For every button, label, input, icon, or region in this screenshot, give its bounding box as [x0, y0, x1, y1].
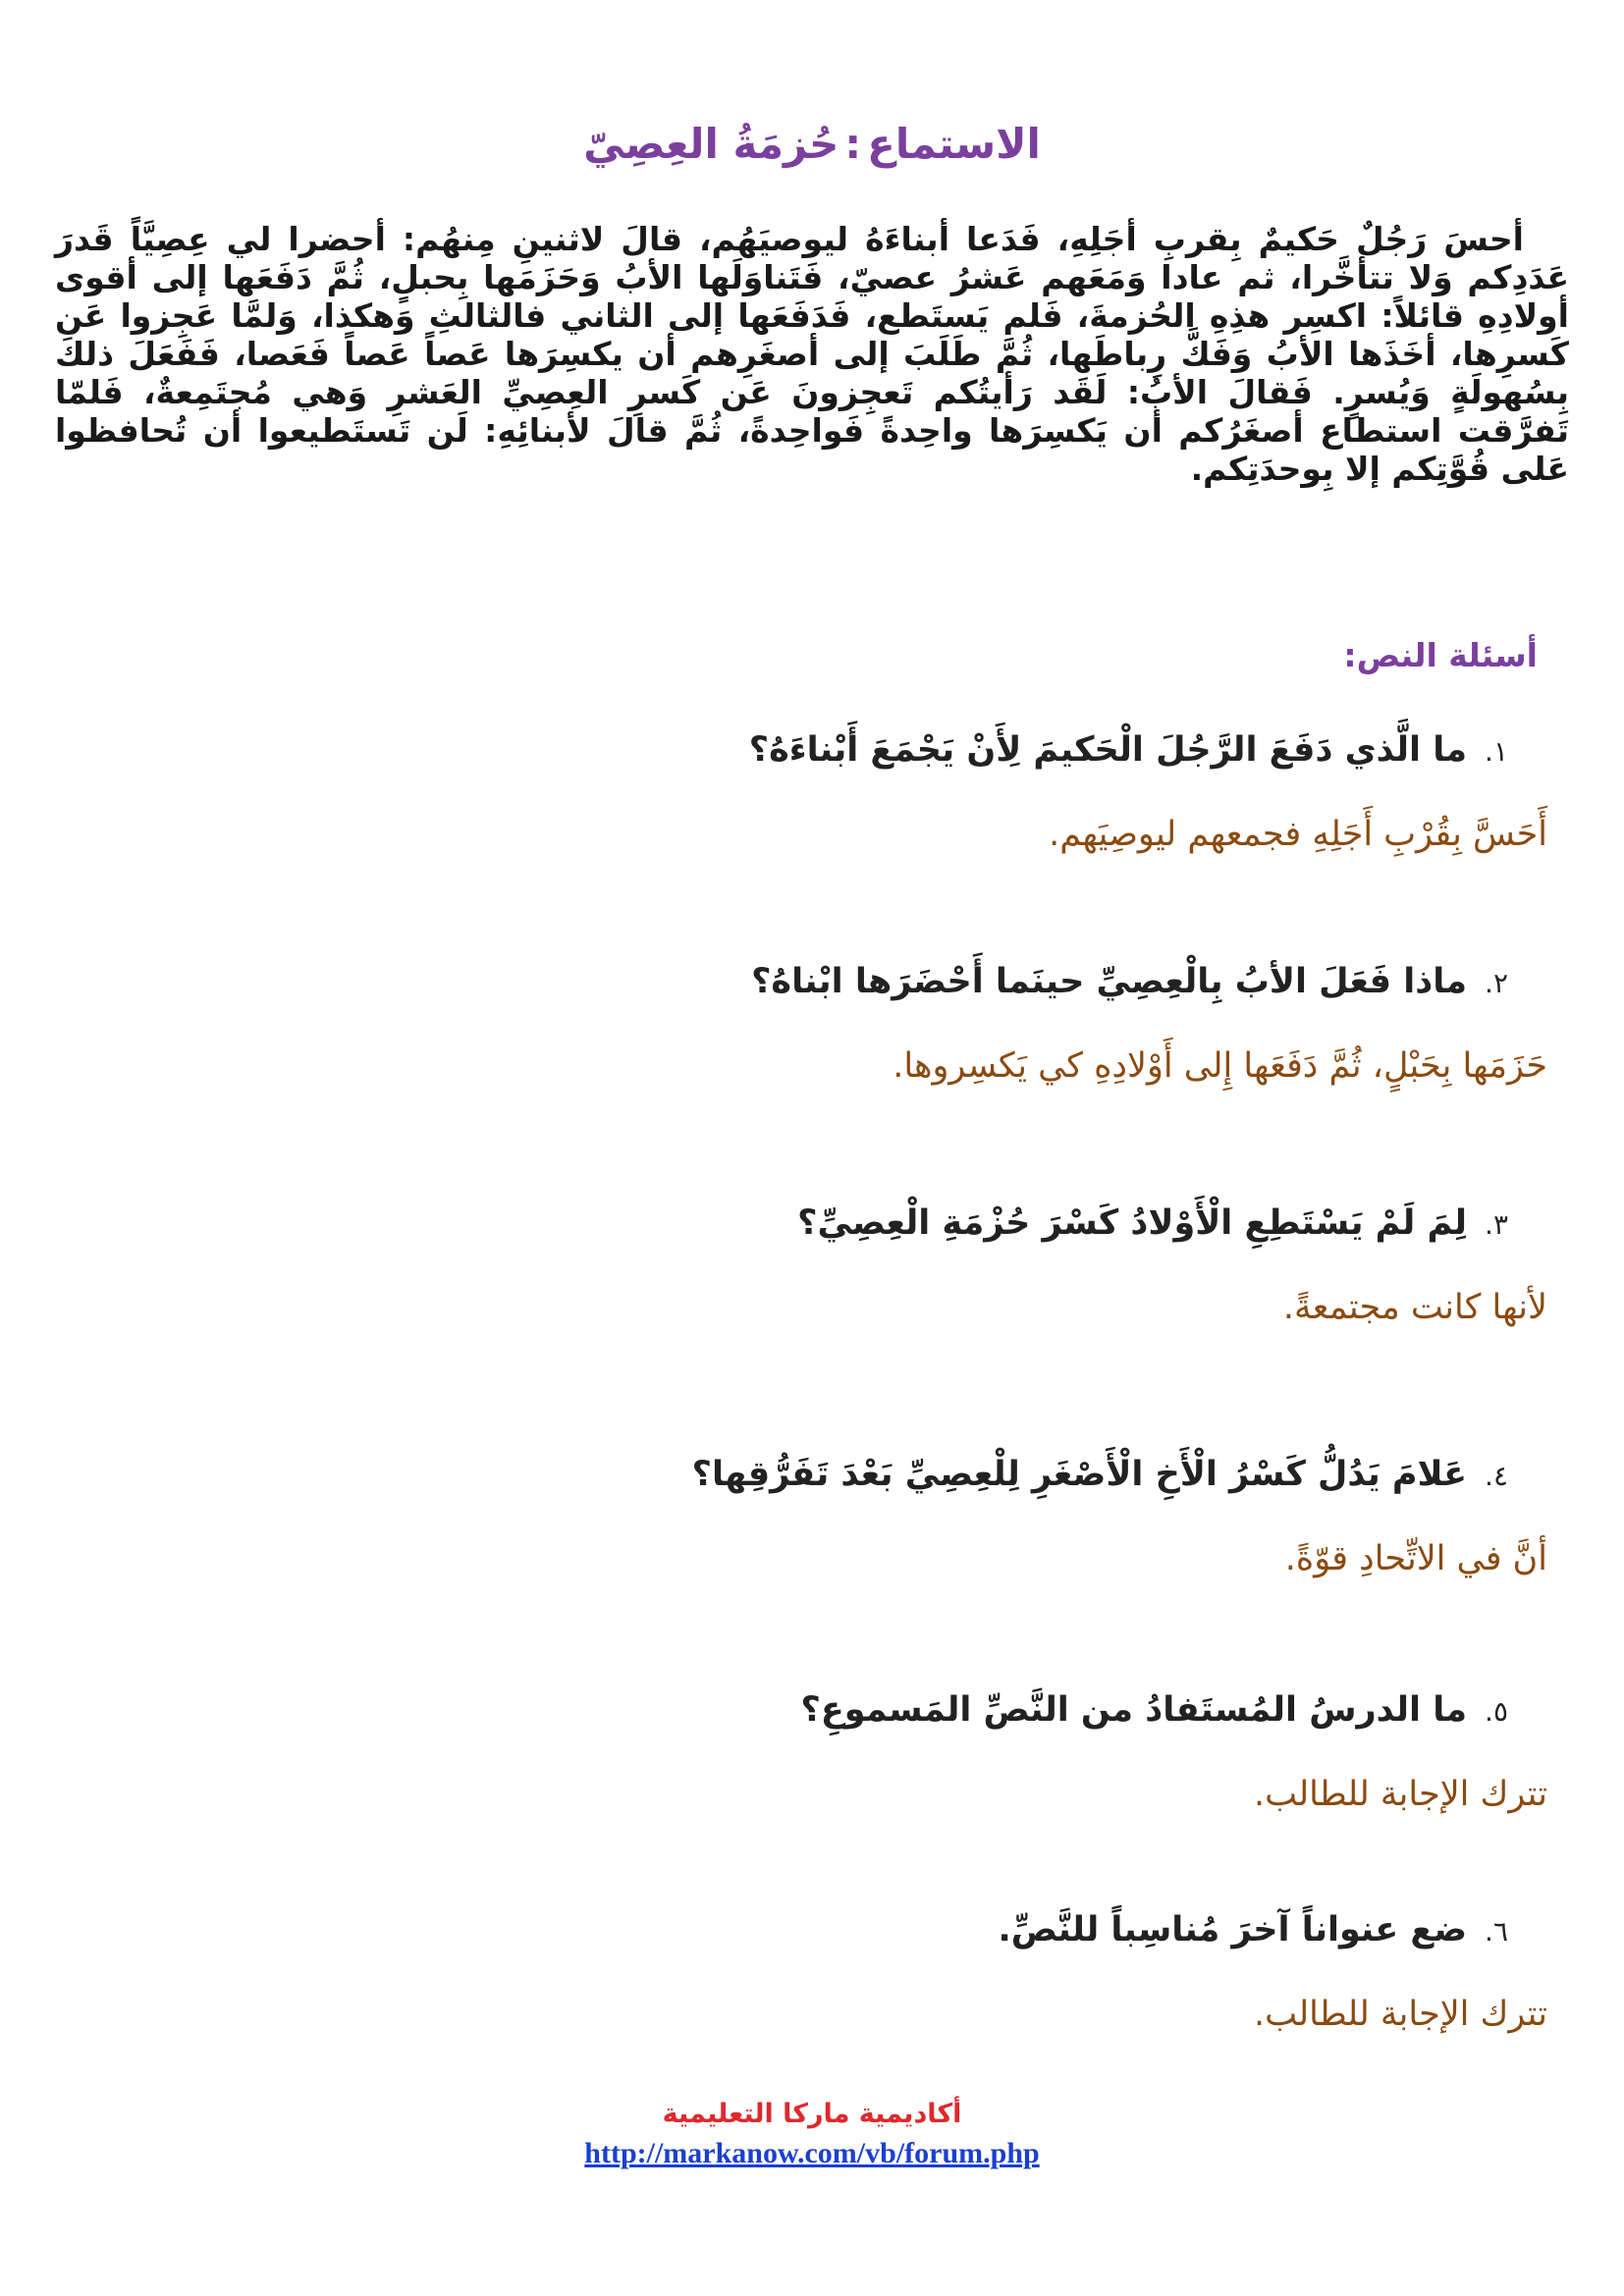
- question-4: [116, 1455, 1547, 1578]
- question-1: [116, 730, 1547, 854]
- question-label: ما الَّذي دَفَعَ الرَّجُلَ الْحَكيمَ لِأَنْ يَجْمَعَ أَبْناءَهُ؟: [748, 730, 1468, 770]
- question-6: [116, 1910, 1547, 2034]
- title-label: الاستماع: [867, 120, 1041, 168]
- question-label: ما الدرسُ المُستَفادُ من النَّصِّ المَسموعِ؟: [800, 1690, 1468, 1730]
- footer-organization: أكاديمية ماركا التعليمية: [662, 2099, 962, 2129]
- question-label: ماذا فَعَلَ الأبُ بِالْعِصِيِّ حينَما أَحْضَرَها ابْناهُ؟: [751, 962, 1468, 1001]
- story-passage: [55, 220, 1569, 488]
- question-number: ٣.: [1485, 1208, 1508, 1241]
- question-3: [116, 1203, 1547, 1327]
- passage-paragraph: أحسَ رَجُلٌ حَكيمٌ بِقربِ أجَلِهِ، فَدَعا أبناءَهُ ليوصيَهُم، قالَ لاثنينِ مِنهُم: أحضرا لي عِصِيَّاً قَدرَ عَدَدِكم وَلا تتأخَّرا، ثم عادا وَمَعَهم عَشرُ عصيّ، فَتَناوَلَها الأبُ وَحَزَمَها بِحبلٍ، ثُمَّ دَفَعَها إلى أقوى أولادِهِ قائلاً: اكسِر هذِهِ الحُزمةَ، فَلم يَستَطع، فَدَفَعَها إلى الثاني فالثالثِ وَهكذا، وَلمَّا عَجِزوا عَن كَسرِها، أخَذَها الأبُ وَفَكَّ رِباطَها، ثُمَّ طَلَبَ إلى أصغَرِهم أن يكسِرَها عَصاً عَصاً فَعَصا، فَفَعَلَ ذلكَ بِسُهولَةٍ وَيُسرٍ. فَقالَ الأبُ: لَقَد رَأيتُكم تَعجِزونَ عَن كَسرِ العِصِيِّ العَشرِ وَهي مُجتَمِعةٌ، فَلمّا تَفرَّقت استطاع أصغَرُكم أن يَكسِرَها واحِدةً فَواحِدةً، ثُمَّ قالَ لأبنائِهِ: لَن تَستَطيعوا أن تُحافظوا عَلى قُوَّتِكم إلا بِوحدَتِكم.: [55, 220, 1569, 488]
- question-number: ٤.: [1485, 1460, 1508, 1492]
- question-5: [116, 1690, 1547, 1814]
- question-number: ٢.: [1485, 967, 1508, 999]
- answer-text: لأنها كانت مجتمعةً.: [1282, 1288, 1547, 1327]
- answer-text: حَزَمَها بِحَبْلٍ، ثُمَّ دَفَعَها إِلى أَوْلادِهِ كي يَكسِروها.: [893, 1046, 1547, 1086]
- question-label: لِمَ لَمْ يَسْتَطِعِ الْأَوْلادُ كَسْرَ حُزْمَةِ الْعِصِيِّ؟: [797, 1203, 1468, 1243]
- question-text: [116, 1455, 1508, 1494]
- question-text: [116, 1910, 1508, 1949]
- footer-link[interactable]: http://markanow.com/vb/forum.php: [584, 2137, 1040, 2169]
- question-number: ٥.: [1485, 1695, 1508, 1728]
- page-footer: [0, 2099, 1624, 2170]
- question-text: [116, 962, 1508, 1001]
- title-text: حُزمَةُ العِصِيّ: [583, 120, 839, 168]
- page-title: [0, 120, 1624, 168]
- question-label: عَلامَ يَدُلُّ كَسْرُ الْأَخِ الْأَصْغَرِ لِلْعِصِيِّ بَعْدَ تَفَرُّقِها؟: [691, 1455, 1468, 1494]
- answer-text: أَحَسَّ بِقُرْبِ أَجَلِهِ فجمعهم ليوصِيَهم.: [1049, 815, 1547, 854]
- question-text: [116, 730, 1508, 770]
- question-2: [116, 962, 1547, 1086]
- question-number: ١.: [1485, 735, 1508, 768]
- title-separator: :: [844, 120, 862, 168]
- question-number: ٦.: [1485, 1915, 1508, 1948]
- answer-text: أنَّ في الاتِّحادِ قوّةً.: [1284, 1539, 1547, 1578]
- answer-text: تترك الإجابة للطالب.: [1254, 1775, 1547, 1814]
- question-label: ضع عنواناً آخرَ مُناسِباً للنَّصِّ.: [998, 1910, 1468, 1949]
- question-text: [116, 1203, 1508, 1243]
- answer-text: تترك الإجابة للطالب.: [1254, 1995, 1547, 2034]
- question-text: [116, 1690, 1508, 1730]
- questions-heading: أسئلة النص:: [1343, 636, 1538, 674]
